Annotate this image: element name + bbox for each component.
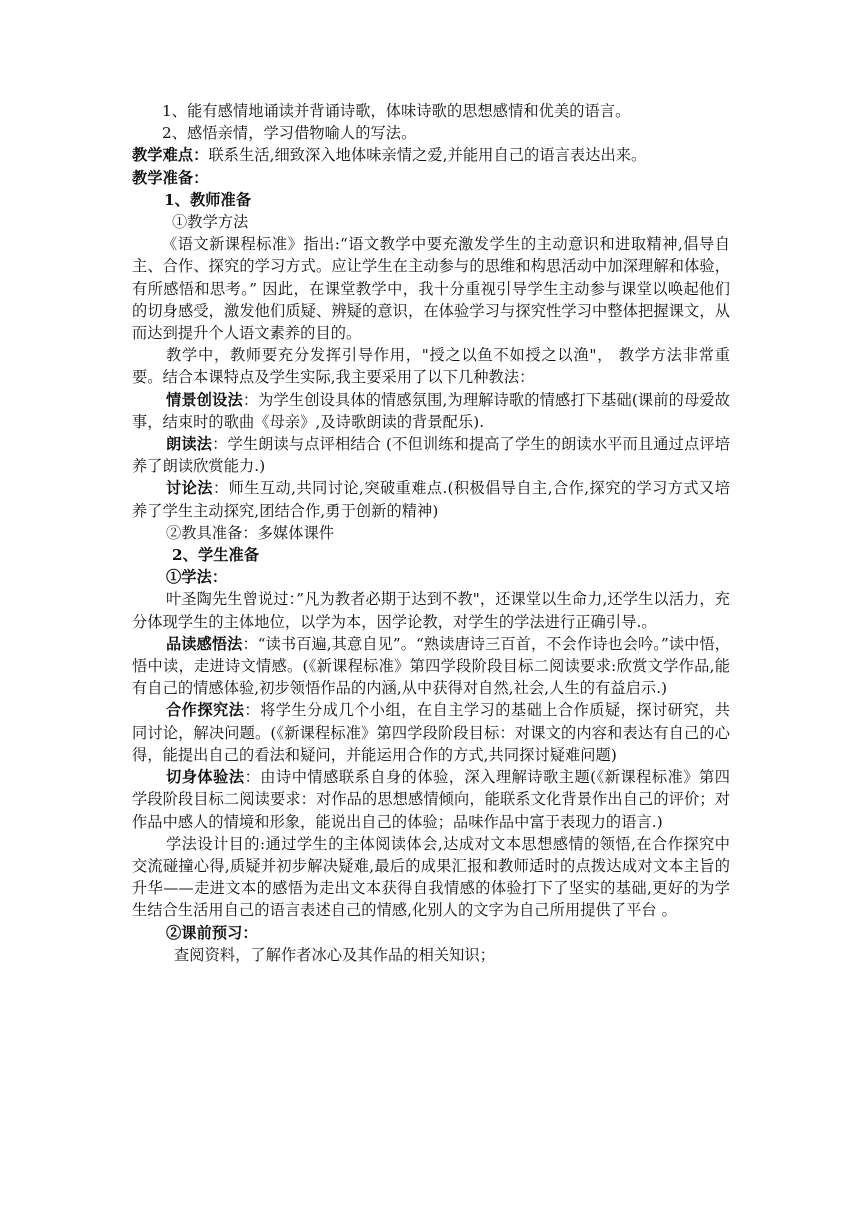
student-method-2: 合作探究法：将学生分成几个小组，在自主学习的基础上合作质疑，探讨研究，共同讨论，解决问题。(《新课程标准》第四学段阶段目标：对课文的内容和表达有自己的心得，能提出自己的看法和疑问，并能运用合作的方式,共同探讨疑难问题)	[132, 701, 730, 764]
teacher-equipment: ②教具准备：多媒体课件	[166, 523, 335, 542]
student-intro: 叶圣陶先生曾说过：”凡为教者必期于达到不教"，还课堂以生命力,还学生以活力，充分体现学生的主体地位，以学为本，因学论教，对学生的学法进行正确引导.。	[132, 590, 730, 631]
teacher-paragraph-2: 教学中，教师要充分发挥引导作用，"授之以鱼不如授之以渔"， 教学方法非常重要。结合本课特点及学生实际,我主要采用了以下几种教法：	[132, 346, 730, 387]
student-design-purpose: 学法设计目的:通过学生的主体阅读体会,达成对文本思想感情的领悟,在合作探究中交流碰撞心得,质疑并初步解决疑难,最后的成果汇报和教师适时的点拨达成对文本主旨的升华——走进文本的感悟为走出文本获得自我情感的体验打下了坚实的基础,更好的为学生结合生活用自己的语言表述自己的情感,化别人的文字为自己所用提供了平台 。	[132, 834, 730, 920]
document-body	[132, 100, 730, 966]
student-method-title: ①学法：	[166, 568, 228, 587]
teacher-method-1: 情景创设法：为学生创设具体的情感氛围,为理解诗歌的情感打下基础(课前的母爱故事，结束时的歌曲《母亲》,及诗歌朗读的背景配乐).	[132, 390, 731, 431]
preview-text: 查阅资料，了解作者冰心及其作品的相关知识；	[174, 945, 496, 964]
teaching-difficulty	[132, 144, 730, 166]
teacher-method-title: ①教学方法	[172, 213, 249, 232]
difficulty-text: 联系生活,细致深入地体味亲情之爱,并能用自己的语言表达出来。	[208, 146, 647, 165]
teacher-method-2: 朗读法：学生朗读与点评相结合 (不但训练和提高了学生的朗读水平而且通过点评培养了朗读欣赏能力.)	[132, 435, 730, 476]
student-method-1: 品读感悟法：“读书百遍,其意自见”。“熟读唐诗三百首，不会作诗也会吟。”读中悟，悟中读，走进诗文情感。(《新课程标准》第四学段阶段目标二阅读要求:欣赏文学作品,能有自己的情感体验,初步领悟作品的内涵,从中获得对自然,社会,人生的有益启示.)	[132, 634, 731, 698]
difficulty-label: 教学难点：	[132, 146, 209, 165]
objective-2: 2、感悟亲情，学习借物喻人的写法。	[162, 124, 417, 143]
teacher-method-3: 讨论法：师生互动,共同讨论,突破重难点.(积极倡导自主,合作,探究的学习方式又培养了学生主动探究,团结合作,勇于创新的精神)	[132, 479, 730, 520]
preview-title: ②课前预习：	[166, 923, 258, 942]
student-method-3: 切身体验法：由诗中情感联系自身的体验，深入理解诗歌主题(《新课程标准》第四学段阶段目标二阅读要求：对作品的思想感情倾向，能联系文化背景作出自己的评价；对作品中感人的情境和形象，能说出自己的体验；品味作品中富于表现力的语言.)	[132, 768, 731, 831]
teacher-paragraph-1: 《语文新课程标准》指出:“语文教学中要充激发学生的主动意识和进取精神,倡导自主、合作、探究的学习方式。应让学生在主动参与的思维和构思活动中加深理解和体验，有所感悟和思考。” 因此，在课堂教学中，我十分重视引导学生主动参与课堂以唤起他们的切身感受，激发他们质疑、辨疑的意识，在体验学习与探究性学习中整体把握课文，从而达到提升个人语文素养的目的。	[132, 235, 730, 343]
objective-1: 1、能有感情地诵读并背诵诗歌，体味诗歌的思想感情和优美的语言。	[162, 102, 631, 120]
preparation-heading: 教学准备：	[132, 168, 209, 187]
teacher-heading: 1、教师准备	[164, 190, 252, 209]
student-heading: 2、学生准备	[172, 546, 260, 565]
